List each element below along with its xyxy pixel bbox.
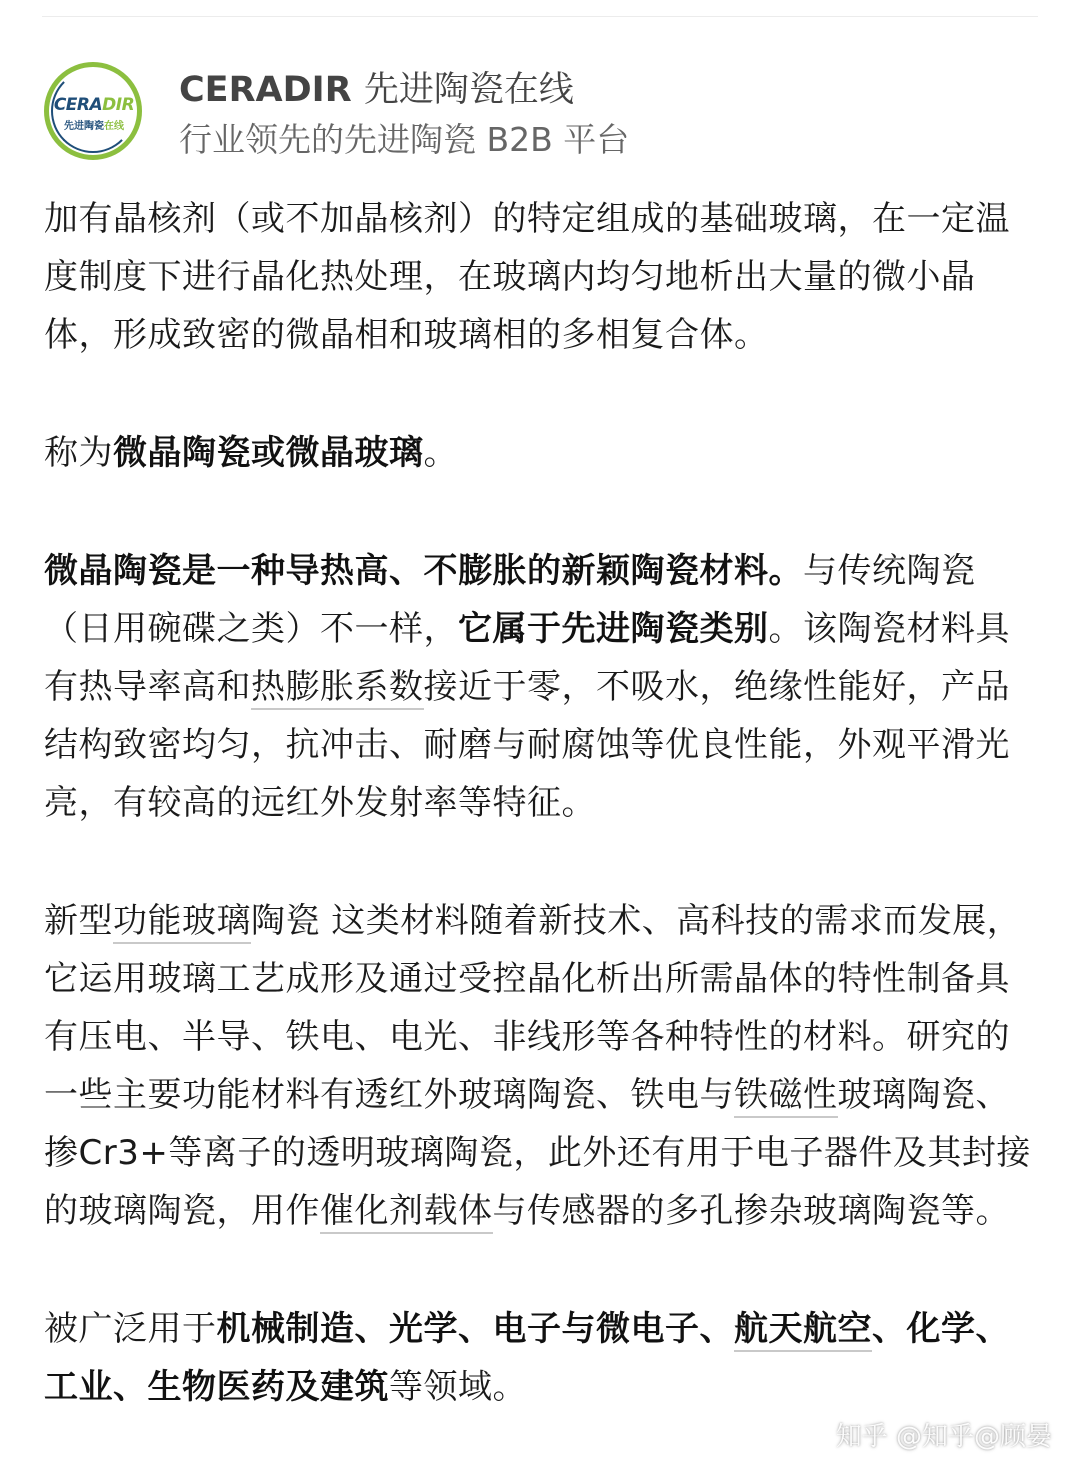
keyword-link-thermal-expansion[interactable]: 热膨胀系数 bbox=[251, 667, 424, 710]
ceradir-logo[interactable] bbox=[44, 62, 142, 160]
keyword-link-functional-glass[interactable]: 功能玻璃 bbox=[113, 901, 251, 944]
keyword-link-catalyst-carrier[interactable]: 催化剂载体 bbox=[320, 1191, 493, 1234]
keyword-link-ferromagnetism[interactable]: 铁磁性 bbox=[734, 1075, 838, 1118]
logo-subtitle: 先进陶瓷在线 bbox=[64, 121, 124, 132]
account-name[interactable]: CERADIR 先进陶瓷在线 bbox=[179, 70, 574, 110]
top-divider bbox=[42, 16, 1038, 17]
account-header[interactable] bbox=[44, 62, 1024, 162]
keyword-link-aerospace[interactable]: 航天航空 bbox=[734, 1309, 872, 1352]
account-tagline: 行业领先的先进陶瓷 B2B 平台 bbox=[179, 120, 630, 159]
paragraph-properties: 微晶陶瓷是一种导热高、不膨胀的新颖陶瓷材料。与传统陶瓷（日用碗碟之类）不一样，它属于先进陶瓷类别。该陶瓷材料具有热导率高和热膨胀系数接近于零，不吸水，绝缘性能好，产品结构致密均匀，抗冲击、耐磨与耐腐蚀等优良性能，外观平滑光亮，有较高的远红外发射率等特征。 bbox=[44, 551, 1010, 823]
paragraph-applications: 被广泛用于机械制造、光学、电子与微电子、航天航空、化学、工业、生物医药及建筑等领域。 bbox=[44, 1309, 1010, 1407]
article-body bbox=[44, 190, 1044, 1416]
zhihu-watermark: 知乎 @知乎@顾晏 bbox=[835, 1422, 1052, 1452]
paragraph-functional: 新型功能玻璃陶瓷 这类材料随着新技术、高科技的需求而发展，它运用玻璃工艺成形及通过受控晶化析出所需晶体的特性制备具有压电、半导、铁电、电光、非线形等各种特性的材料。研究的一些主要功能材料有透红外玻璃陶瓷、铁电与铁磁性玻璃陶瓷、掺Cr3+等离子的透明玻璃陶瓷，此外还有用于电子器件及其封接的玻璃陶瓷，用作催化剂载体与传感器的多孔掺杂玻璃陶瓷等。 bbox=[44, 892, 1044, 1240]
paragraph-naming: 称为微晶陶瓷或微晶玻璃。 bbox=[44, 433, 458, 473]
paragraph-definition: 加有晶核剂（或不加晶核剂）的特定组成的基础玻璃，在一定温度制度下进行晶化热处理，在玻璃内均匀地析出大量的微小晶体，形成致密的微晶相和玻璃相的多相复合体。 bbox=[44, 199, 1010, 355]
logo-wordmark: CERADIR bbox=[53, 95, 135, 115]
